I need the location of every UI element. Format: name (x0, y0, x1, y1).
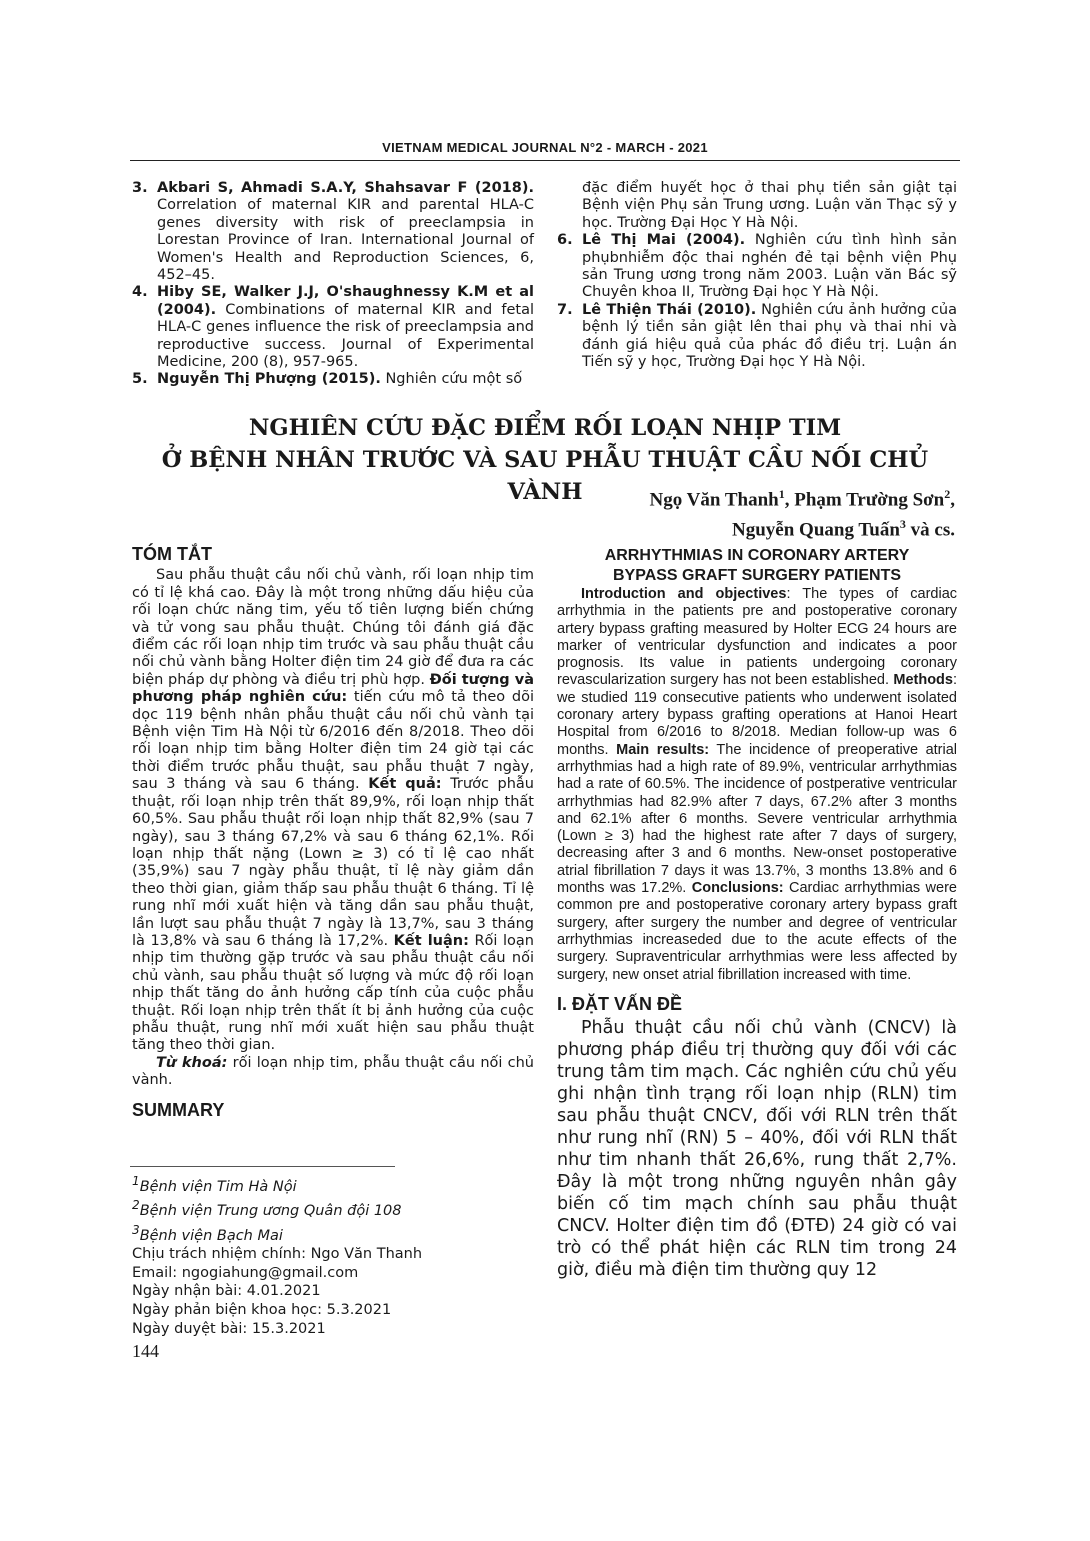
author-separator: , (784, 489, 795, 511)
affiliation: Bệnh viện Tim Hà Nội (139, 1178, 297, 1195)
author-name: Ngọ Văn Thanh (649, 489, 779, 511)
abstract-label: Introduction and objectives (581, 586, 787, 602)
reference-item (132, 284, 534, 371)
reference-item (557, 302, 957, 372)
author-separator: , (950, 489, 955, 511)
reference-item (132, 371, 534, 388)
english-abstract (557, 546, 957, 1281)
footnotes (132, 1172, 422, 1338)
section-heading: SUMMARY (132, 1099, 225, 1120)
keywords-text: rối loạn nhịp tim, phẫu thuật cầu nối chủ vành. (132, 1054, 534, 1089)
reference-continuation (557, 180, 957, 232)
date-received: Ngày nhận bài: 4.01.2021 (132, 1283, 321, 1300)
abstract-label: Conclusions: (691, 880, 784, 897)
author-name: Phạm Trường Sơn (794, 489, 945, 511)
abstract-text: The incidence of preoperative atrial arrhythmias had a high rate of 89.9%, ventricular arrhythmias had a rate of 60.5%. The incidence of postperative ventricular arrhythmias had 82.9% after 7 days, 67.2% after 3 months and 62.1% after 6 months. Severe ventricular arrhythmia (Lown ≥ 3) had the highest rate after 7 days of surgery, decreasing after 3 and 6 months. New-onset postoperative atrial fibrillation 7 days it was 13.7%, 3 months 13.8% and 6 months was 17.2%. (557, 741, 958, 897)
abstract-text: Rối loạn nhịp tim thường gặp trước và sau phẫu thuật cầu nối chủ vành, sau phẫu thuật số lượng và mức độ rối loạn nhịp thất tăng do ảnh hưởng cấp tính của cuộc phẫu thuật. Rối loạn nhịp trên thất ít bị ảnh hưởng của cuộc phẫu thuật, rung nhĩ mới xuất hiện sau phẫu thuật tăng theo thời gian. (132, 932, 534, 1054)
affiliation: Bệnh viện Bạch Mai (139, 1227, 283, 1244)
references-left (132, 180, 534, 389)
title-line: NGHIÊN CỨU ĐẶC ĐIỂM RỐI LOẠN NHỊP TIM (248, 415, 842, 441)
reference-text: Combinations of maternal KIR and fetal HLA-C genes influence the risk of preeclampsia and reproductive success. Journal of Experimental Medicine, 200 (8), 957-965. (157, 301, 534, 371)
header-rule (130, 160, 960, 161)
abstract-text: tiến cứu mô tả theo dõi dọc 119 bệnh nhân phẫu thuật cầu nối chủ vành tại Bệnh viện Tim Hà Nội từ 6/2016 đến 8/2018. Theo dõi rối loạn nhịp tim bằng Holter điện tim 24 giờ tại các thời điểm trước phẫu thuật, sau phẫu thuật 7 ngày, sau 3 tháng và sau 6 tháng. (132, 689, 534, 793)
abstract-text: : we studied 119 consecutive patients who underwent isolated coronary artery bypass grafting operations at Hanoi Heart Hospital from 6/2016 to 8/2018. Median follow-up was 6 months. (557, 672, 957, 758)
references-right (557, 180, 957, 371)
reference-number: 6. (557, 232, 573, 249)
reference-text: Correlation of maternal KIR and parental HLA-C genes diversity with risk of preeclampsia in Lorestan Province of Iran. International Journal of Women's Health and Reproduction Sciences, 6, 452–45. (157, 197, 534, 284)
page-number: 144 (132, 1341, 159, 1361)
footnote-mark: 3 (132, 1222, 140, 1237)
reference-text: Nghiên cứu ảnh hưởng của bệnh lý tiền sản giật lên thai phụ và thai nhi và đánh giá hiệu quả của phác đồ điều trị. Luận án Tiến sỹ y học, Trường Đại học Y Hà Nội. (582, 301, 957, 371)
abstract-label: Main results: (616, 741, 710, 758)
reference-number: 4. (132, 284, 148, 301)
reference-number: 3. (132, 180, 148, 196)
responsible-author: Chịu trách nhiệm chính: Ngo Văn Thanh (132, 1246, 423, 1263)
footnote-mark: 1 (132, 1174, 140, 1188)
author-name: Nguyễn Quang Tuấn (732, 519, 900, 541)
abstract-label: Đối tượng và phương pháp nghiên cứu: (132, 671, 534, 706)
english-title-line: ARRHYTHMIAS IN CORONARY ARTERY (604, 547, 910, 564)
affiliation-mark: 3 (899, 517, 906, 532)
author-list (650, 482, 955, 543)
abstract-text: Sau phẫu thuật cầu nối chủ vành, rối loạn nhịp tim có tỉ lệ khá cao. Đây là một trong những dấu hiệu của rối loạn chức năng tim, yếu tố tiên lượng biến chứng và tử vong sau phẫu thuật. Chúng tôi đánh giá đặc điểm các rối loạn nhịp tim trước và sau phẫu thuật cầu nối chủ vành bằng Holter điện tim 24 giờ để đưa ra các biện pháp dự phòng và điều trị phù hợp. (132, 567, 534, 688)
email: Email: ngogiahung@gmail.com (132, 1264, 359, 1281)
reference-text: đặc điểm huyết học ở thai phụ tiền sản giật tại Bệnh viện Phụ sản Trung ương. Luận văn Thạc sỹ y học. Trường Đại Học Y Hà Nội. (582, 180, 957, 231)
journal-header: VIETNAM MEDICAL JOURNAL N°2 - MARCH - 2021 (382, 140, 708, 155)
footnote-rule (130, 1166, 395, 1167)
abstract-label: Kết luận: (393, 932, 469, 949)
abstract-paragraph (132, 567, 534, 1054)
reference-authors: Akbari S, Ahmadi S.A.Y, Shahsavar F (2018). (157, 180, 534, 196)
reference-item (132, 180, 534, 284)
reference-authors: Nguyễn Thị Phượng (2015). (157, 371, 381, 388)
affiliation-mark: 2 (944, 487, 951, 501)
date-reviewed: Ngày phản biện khoa học: 5.3.2021 (132, 1302, 392, 1319)
section-heading: I. ĐẶT VẤN ĐỀ (557, 993, 683, 1014)
english-title (557, 546, 957, 586)
abstract-label: Methods (893, 672, 953, 689)
reference-number: 7. (557, 301, 573, 318)
reference-text: Nghiên cứu tình hình sản phụbnhiễm độc thai nghén đẻ tại bệnh viện Phụ sản Trung ương trong năm 2003. Luận văn Bác sỹ Chuyên khoa II, Trường Đại học Y Hà Nội. (582, 232, 957, 301)
reference-authors: Lê Thị Mai (2004). (582, 232, 746, 249)
abstract-text: : The types of cardiac arrhythmia in the patients pre and postoperative coronary artery bypass grafting measured by Holter ECG 24 hours are marker of ventricular dysfunction and indicates a poor prognosis. Its value in patients undergoing coronary revascularization surgery has not been established. (557, 586, 958, 689)
section-heading: TÓM TẮT (132, 544, 212, 564)
reference-authors: Hiby SE, Walker J.J, O'shaughnessy K.M et al (2004). (157, 284, 534, 318)
affiliation-mark: 1 (778, 487, 785, 501)
reference-item (557, 232, 957, 302)
keywords-label: Từ khoá: (156, 1054, 228, 1071)
reference-text: Nghiên cứu một số (385, 371, 523, 388)
english-paragraph (557, 586, 957, 984)
vietnamese-abstract (132, 546, 534, 1119)
abstract-text: Trước phẫu thuật, rối loạn nhịp trên thất 89,9%, rối loạn nhịp thất 60,5%. Sau phẫu thuật rối loạn nhịp thất 82,9% (sau 7 ngày), sau 3 tháng 67,2% và sau 6 tháng 62,1%. Rối loạn nhịp thất nặng (Lown ≥ 3) có tỉ lệ cao nhất (35,9%) sau 7 ngày phẫu thuật, tỉ lệ này giảm dần theo thời gian, giảm thấp sau phẫu thuật 6 tháng. Tỉ lệ rung nhĩ mới xuất hiện và tăng dần sau phẫu thuật, lần lượt sau phẫu thuật 7 ngày là 13,7%, sau 3 tháng là 13,8% và sau 6 tháng là 17,2%. (132, 776, 534, 949)
footnote-mark: 2 (132, 1198, 140, 1213)
abstract-label: Kết quả: (368, 776, 442, 793)
intro-paragraph: Phẫu thuật cầu nối chủ vành (CNCV) là phương pháp điều trị thường quy đối với các trung tâm tim mạch. Các nghiên cứu chủ yếu ghi nhận tình trạng rối loạn nhịp (RLN) tim sau phẫu thuật CNCV, đối với RLN trên thất như rung nhĩ (RN) 5 – 40%, đối với RLN thất như tim nhanh thất 26,6%, rung thất 2,7%. Đây là một trong những nguyên nhân gây biến cố tim mạch chính sau phẫu thuật CNCV. Holter điện tim đồ (ĐTĐ) 24 giờ có vai trò có thể phát hiện các RLN tim trong 24 giờ, điều mà điện tim thường quy 12 (557, 1018, 957, 1281)
english-title-line: BYPASS GRAFT SURGERY PATIENTS (612, 567, 902, 584)
title-line: Ở BỆNH NHÂN TRƯỚC VÀ SAU PHẪU THUẬT CẦU NỐI CHỦ VÀNH (161, 447, 929, 505)
keywords (132, 1055, 534, 1090)
reference-number: 5. (132, 371, 148, 388)
author-tail: và cs. (905, 519, 955, 541)
reference-authors: Lê Thiện Thái (2010). (582, 301, 757, 318)
affiliation: Bệnh viện Trung ương Quân đội 108 (139, 1203, 402, 1220)
abstract-text: Cardiac arrhythmias were common pre and postoperative coronary artery bypass graft surgery, after surgery the number and degree of ventricular arrhythmias increaseded due to the acute effects of the surgery. Supraventricular arrhythmias were less affected by surgery, new onset atrial fibrillation increased with time. (557, 880, 957, 983)
date-accepted: Ngày duyệt bài: 15.3.2021 (132, 1320, 326, 1337)
